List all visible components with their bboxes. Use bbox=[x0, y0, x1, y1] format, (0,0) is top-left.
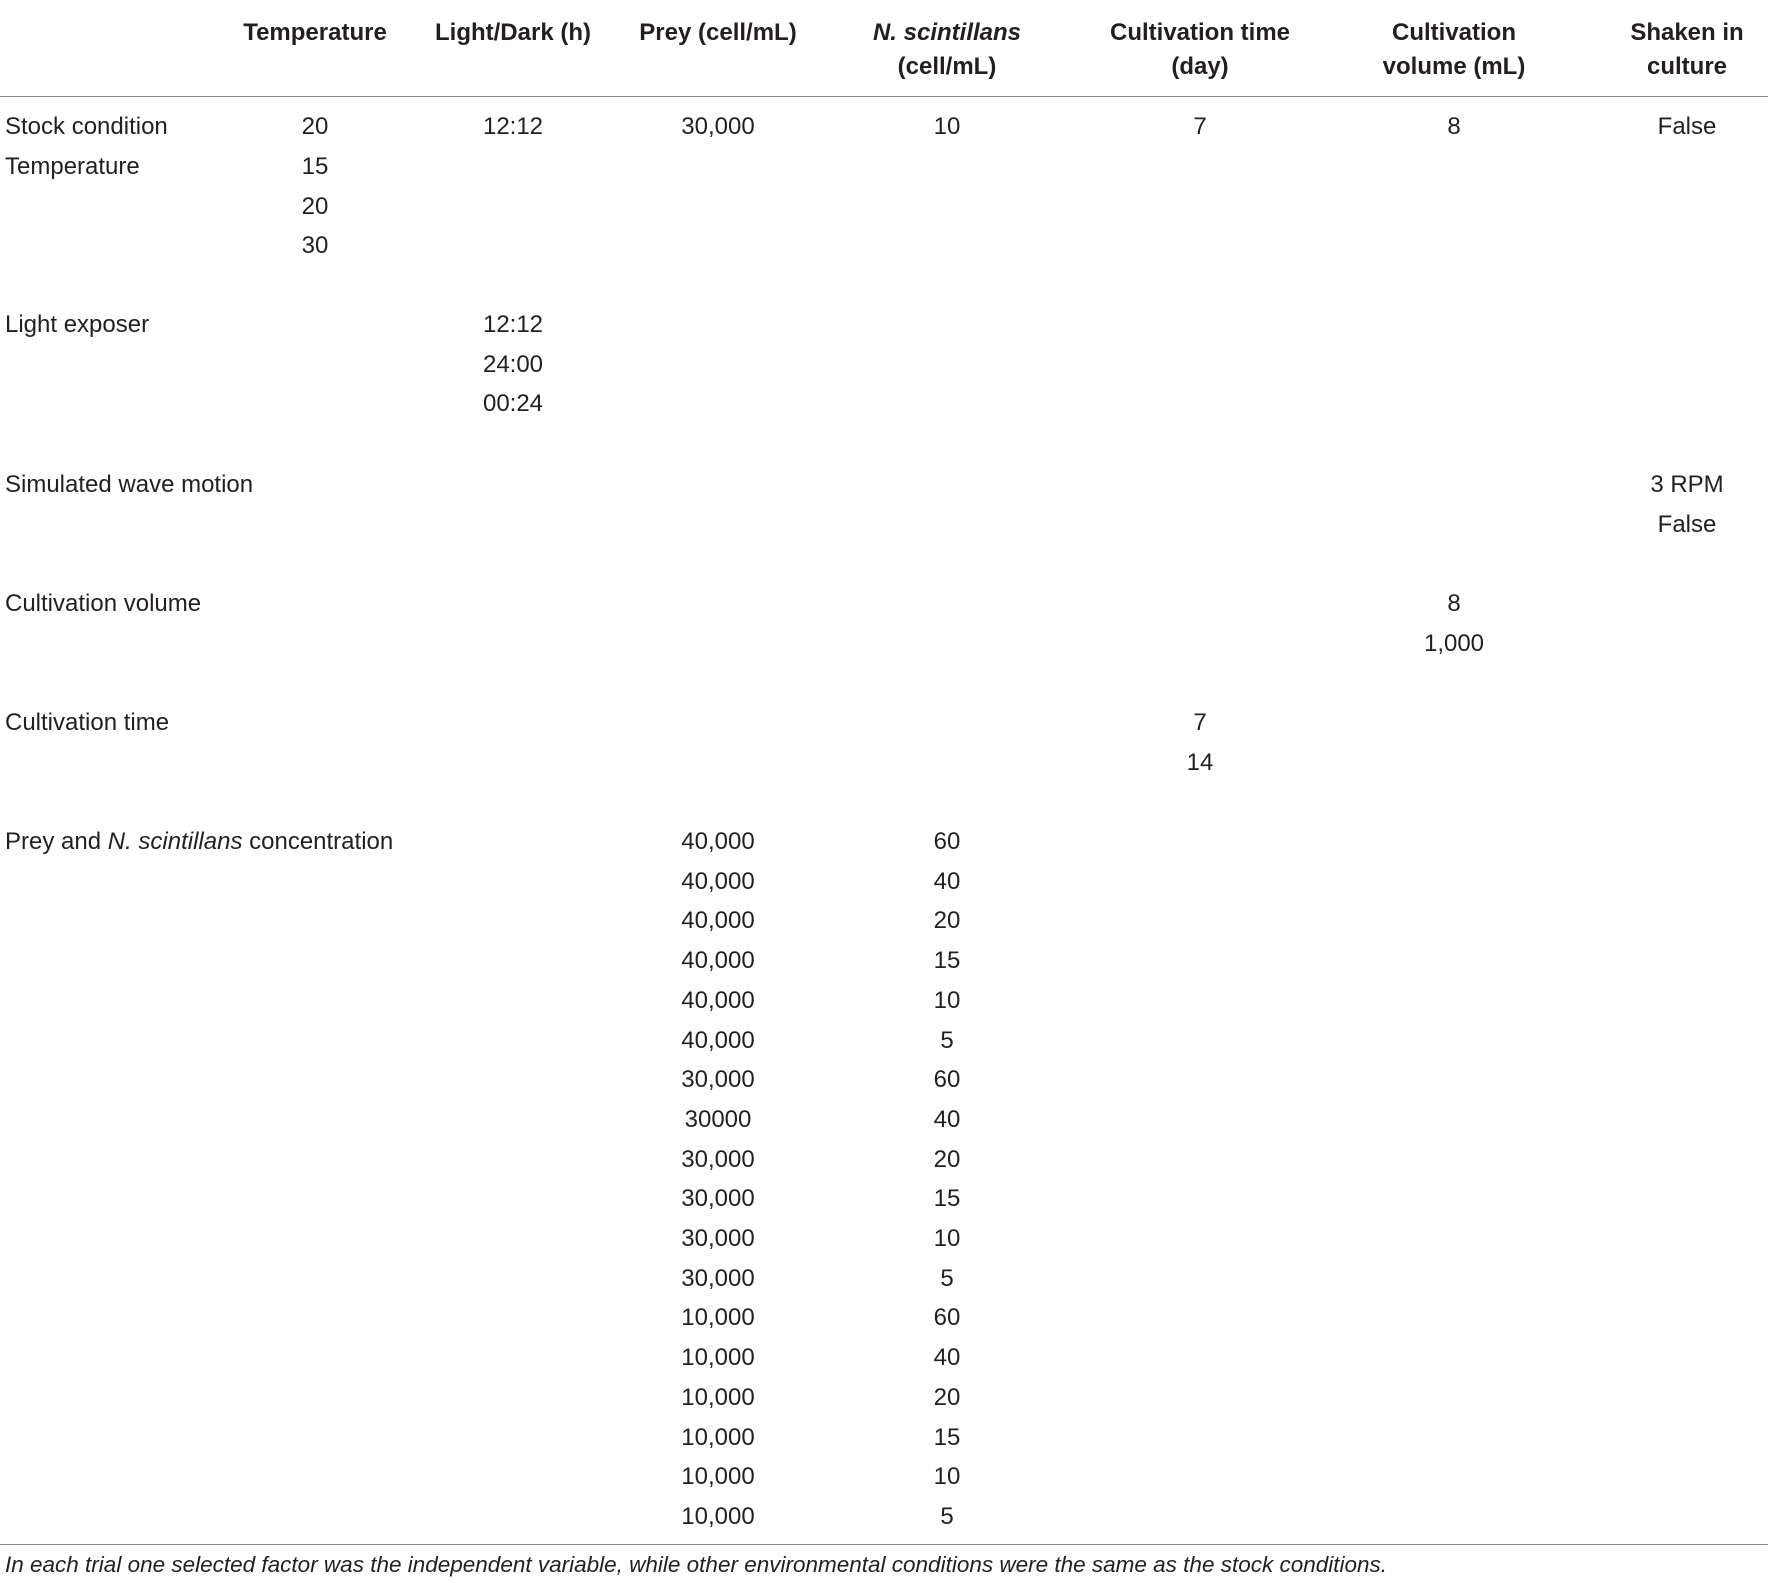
cell-prey: 30000 bbox=[684, 1105, 752, 1133]
header-n-scintillans: N. scintillans (cell/mL) bbox=[872, 19, 1022, 80]
cell-light-dark: 12:12 bbox=[482, 311, 544, 338]
cell-prey: 10,000 bbox=[681, 1304, 755, 1332]
cell-prey: 10,000 bbox=[681, 1502, 755, 1530]
cell-n-scintillans: 40 bbox=[933, 1344, 961, 1372]
cell-light-dark: 12:12 bbox=[482, 113, 544, 140]
row-label: Cultivation time bbox=[5, 709, 170, 736]
cell-n-scintillans: 40 bbox=[933, 1105, 961, 1133]
row-label: Simulated wave motion bbox=[5, 471, 254, 498]
cell-n-scintillans: 5 bbox=[940, 1026, 954, 1054]
cell-prey: 40,000 bbox=[681, 828, 755, 855]
row-label bbox=[5, 823, 393, 861]
row-label-suffix: concentration bbox=[242, 828, 394, 855]
cell-light-dark: 24:00 bbox=[482, 350, 544, 378]
cell-prey: 30,000 bbox=[681, 1066, 755, 1094]
cell-prey: 30,000 bbox=[681, 1264, 755, 1292]
cell-temperature: 15 bbox=[301, 153, 329, 180]
cell-n-scintillans: 60 bbox=[933, 1066, 961, 1094]
cell-prey: 30,000 bbox=[681, 1145, 755, 1173]
cell-prey: 10,000 bbox=[681, 1344, 755, 1372]
cell-n-scintillans: 5 bbox=[940, 1264, 954, 1292]
header-cultivation-volume: Cultivation volume (mL) bbox=[1382, 19, 1526, 80]
row-label-species: N. scintillans bbox=[107, 828, 243, 855]
row-label-prefix: Prey and bbox=[5, 828, 108, 855]
table-header bbox=[0, 0, 1768, 97]
cell-n-scintillans: 10 bbox=[933, 1463, 961, 1491]
cell-prey: 30,000 bbox=[681, 1185, 755, 1213]
cell-n-scintillans: 10 bbox=[933, 1225, 961, 1252]
cell-shaken: 3 RPM bbox=[1650, 471, 1724, 498]
header-cultivation-time: Cultivation time (day) bbox=[1109, 19, 1291, 80]
cell-cultivation-time: 7 bbox=[1193, 113, 1207, 140]
cell-shaken: False bbox=[1657, 510, 1717, 538]
cell-prey: 10,000 bbox=[681, 1383, 755, 1411]
cell-cultivation-volume: 1,000 bbox=[1423, 629, 1485, 657]
header-light-dark: Light/Dark (h) bbox=[435, 19, 591, 46]
cell-prey: 30,000 bbox=[681, 1225, 755, 1252]
cell-n-scintillans: 15 bbox=[933, 1185, 961, 1213]
cell-n-scintillans: 10 bbox=[933, 986, 961, 1014]
cell-shaken: False bbox=[1657, 113, 1717, 140]
row-label: Cultivation volume bbox=[5, 590, 202, 617]
cell-prey: 30,000 bbox=[681, 113, 755, 140]
cell-n-scintillans: 5 bbox=[940, 1502, 954, 1530]
row-label: Light exposer bbox=[5, 311, 150, 338]
cell-prey: 40,000 bbox=[681, 907, 755, 935]
cell-n-scintillans: 15 bbox=[933, 1423, 961, 1451]
cell-n-scintillans: 20 bbox=[933, 907, 961, 935]
cell-n-scintillans: 40 bbox=[933, 867, 961, 895]
header-shaken: Shaken in culture bbox=[1630, 19, 1744, 80]
cell-light-dark: 00:24 bbox=[482, 390, 544, 418]
cell-temperature: 30 bbox=[301, 232, 329, 260]
cell-temperature: 20 bbox=[301, 113, 329, 140]
cell-n-scintillans: 60 bbox=[933, 1304, 961, 1332]
table-footnote: In each trial one selected factor was the independent variable, while other environmental conditions were the same as the stock conditions. bbox=[5, 1552, 1388, 1577]
cell-prey: 40,000 bbox=[681, 867, 755, 895]
row-label: Stock condition bbox=[5, 113, 168, 140]
cell-prey: 40,000 bbox=[681, 947, 755, 975]
cell-cultivation-volume: 8 bbox=[1447, 590, 1461, 617]
table-bottom-rule bbox=[0, 1544, 1768, 1545]
row-label: Temperature bbox=[5, 153, 140, 180]
cell-prey: 40,000 bbox=[681, 986, 755, 1014]
cell-n-scintillans: 15 bbox=[933, 947, 961, 975]
cell-n-scintillans: 20 bbox=[933, 1145, 961, 1173]
cell-cultivation-volume: 8 bbox=[1447, 113, 1461, 140]
cell-n-scintillans: 10 bbox=[933, 113, 961, 140]
cell-n-scintillans: 20 bbox=[933, 1383, 961, 1411]
cell-cultivation-time: 14 bbox=[1186, 748, 1214, 776]
cell-prey: 40,000 bbox=[681, 1026, 755, 1054]
header-temperature: Temperature bbox=[243, 19, 387, 46]
cell-cultivation-time: 7 bbox=[1193, 709, 1207, 736]
cell-prey: 10,000 bbox=[681, 1423, 755, 1451]
cell-prey: 10,000 bbox=[681, 1463, 755, 1491]
cell-temperature: 20 bbox=[301, 192, 329, 220]
header-prey: Prey (cell/mL) bbox=[639, 19, 797, 46]
cell-n-scintillans: 60 bbox=[933, 828, 961, 855]
